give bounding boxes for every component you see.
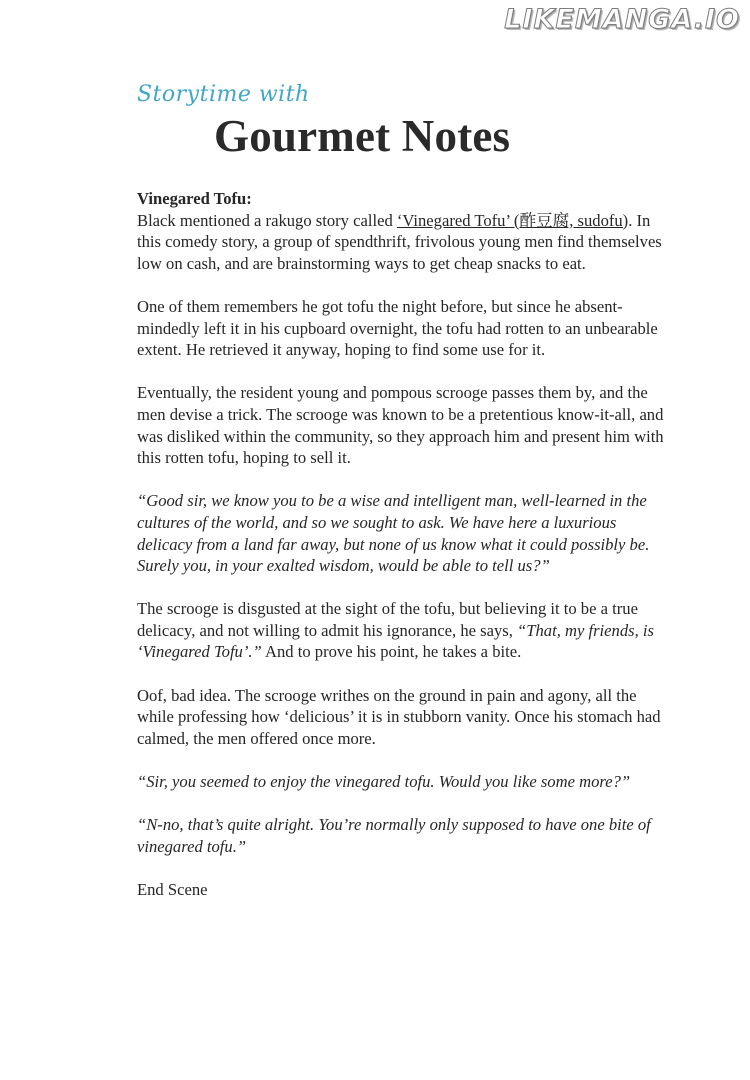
article-body	[137, 188, 667, 922]
intro-text-before: Black mentioned a rakugo story called	[137, 210, 397, 230]
intro-text-after: . In this comedy story, a group of spendthrift, frivolous young men find themselves low on cash, and are brainstorming ways to get cheap snacks to eat.	[137, 210, 662, 273]
paragraph-scrooge-reply	[137, 598, 667, 663]
paragraph-quote-men: “Good sir, we know you to be a wise and intelligent man, well-learned in the cultures of the world, and so we sought to ask. We have here a luxurious delicacy from a land far away, but none of us know what it could possibly be. Surely you, in your exalted wisdom, would be able to tell us?”	[137, 491, 650, 576]
reply-text-after: And to prove his point, he takes a bite.	[261, 642, 522, 662]
paragraph-scrooge: Eventually, the resident young and pompous scrooge passes them by, and the men devise a trick. The scrooge was known to be a pretentious know-it-all, and was disliked within the community, so they approach him and present him with this rotten tofu, hoping to sell it.	[137, 383, 664, 468]
paragraph-quote-refusal: “N-no, that’s quite alright. You’re normally only supposed to have one bite of vinegared tofu.”	[137, 815, 651, 856]
reply-quote: “That, my friends, is ‘Vinegared Tofu’.”	[137, 620, 654, 662]
paragraph-end-scene: End Scene	[137, 880, 208, 899]
reply-text-before: The scrooge is disgusted at the sight of the tofu, but believing it to be a true delicacy, and not willing to admit his ignorance, he says,	[137, 599, 638, 640]
paragraph-quote-offer: “Sir, you seemed to enjoy the vinegared tofu. Would you like some more?”	[137, 772, 631, 792]
page-title: Gourmet Notes	[214, 111, 511, 161]
paragraph-tofu: One of them remembers he got tofu the night before, but since he absent-mindedly left it in his cupboard overnight, the tofu had rotten to an unbearable extent. He retrieved it anyway, hoping to find some use for it.	[137, 296, 658, 360]
story-title-link: ‘Vinegared Tofu’ (酢豆腐, sudofu)	[396, 210, 629, 230]
article-heading: Vinegared Tofu:	[137, 189, 252, 208]
paragraph-intro	[137, 188, 667, 274]
site-watermark: LIKEMANGA.IO	[504, 4, 740, 35]
paragraph-bad-idea: Oof, bad idea. The scrooge writhes on the ground in pain and agony, all the while professing how ‘delicious’ it is in stubborn vanity. Once his stomach had calmed, the men offered once more.	[137, 685, 661, 748]
section-subtitle: Storytime with	[137, 82, 310, 107]
